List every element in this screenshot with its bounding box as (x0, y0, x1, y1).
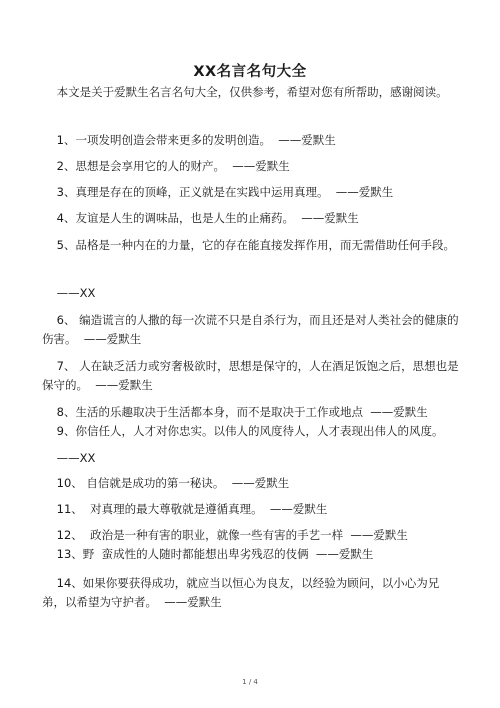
intro-paragraph: 本文是关于爱默生名言名句大全，仅供参考，希望对您有所帮助，感谢阅读。 (42, 85, 448, 99)
document-title: XX名言名句大全 (193, 64, 307, 80)
quote-paragraph: 4、友谊是人生的调味品，也是人生的止痛药。 ——爱默生 (42, 211, 359, 225)
quote-paragraph: 11、 对真理的最大尊敬就是遵循真理。 ——爱默生 (42, 502, 328, 516)
page-number: 1 / 4 (242, 678, 258, 686)
quote-paragraph: 7、 人在缺乏活力或穷奢极欲时，思想是保守的，人在酒足饭饱之后，思想也是保守的。 ——爱默生 (42, 359, 459, 392)
quote-paragraph: 6、 编造谎言的人撒的每一次谎不只是自杀行为，而且还是对人类社会的健康的伤害。 ——爱默生 (42, 313, 459, 346)
quote-paragraph: 10、 自信就是成功的第一秘诀。 ——爱默生 (42, 476, 290, 490)
quote-paragraph: 5、品格是一种内在的力量，它的存在能直接发挥作用，而无需借助任何手段。 (42, 238, 455, 252)
quote-paragraph: 1、一项发明创造会带来更多的发明创造。 ——爱默生 (42, 133, 336, 147)
quote-paragraph: 2、思想是会享用它的人的财产。 ——爱默生 (42, 159, 290, 173)
quote-paragraph: 8、生活的乐趣取决于生活都本身，而不是取决于工作或地点 ——爱默生 9、你信任人，人才对你忠实。以伟人的风度待人，人才表现出伟人的风度。 (56, 405, 444, 438)
attribution-line: ——XX (42, 286, 96, 300)
quote-paragraph: 12、 政治是一种有害的职业，就像一些有害的手艺一样 ——爱默生 13、野 蛮成性的人随时都能想出卑劣残忍的伎俩 ——爱默生 (56, 528, 408, 561)
quote-paragraph: 3、真理是存在的顶峰，正义就是在实践中运用真理。 ——爱默生 (42, 185, 394, 199)
attribution-line: ——XX (42, 451, 96, 465)
quote-paragraph: 14、如果你要获得成功，就应当以恒心为良友，以经验为顾问，以小心为兄弟，以希望为守护者。 ——爱默生 (42, 576, 440, 609)
